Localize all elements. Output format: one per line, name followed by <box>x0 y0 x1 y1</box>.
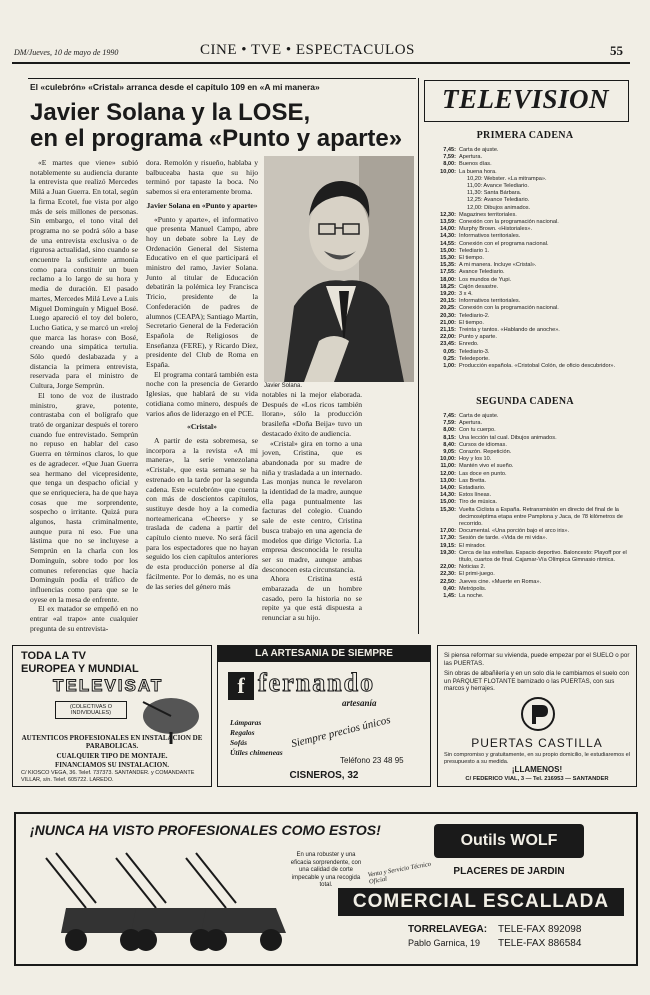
program-title: 3 x 4. <box>459 291 473 298</box>
program-time: 22,30: <box>440 571 456 578</box>
article-paragraph: El ex matador se empeñó en no entrar «al trapo» ante cualquier pregunta de su entrevista- <box>30 604 138 633</box>
article-paragraph: dora. Remolón y risueño, hablaba y balbuceaba hasta que su hijo terminó por tapaste la boca. No sabemos si era enteramente broma. <box>146 158 258 197</box>
program-title: 12,25: Avance Telediario. <box>467 197 530 204</box>
program-title: Documental. «Una porción bajo el arco iris». <box>459 528 570 535</box>
ad-puertas-call: ¡LLAMENOS! <box>511 765 563 774</box>
program-row <box>422 241 634 248</box>
ad-puertas-address: C/ FEDERICO VIAL, 3 — Tel. 216953 — SANTANDER <box>465 776 609 782</box>
program-time: 12,30: <box>440 211 456 218</box>
ad-comercial-escallada <box>14 812 638 966</box>
program-time: 14,30: <box>440 492 456 499</box>
program-time: 7,45: <box>443 413 456 419</box>
program-title: La buena hora. <box>459 168 497 175</box>
program-time: 1,00: <box>443 363 456 370</box>
program-title: Estadiario. <box>459 485 486 492</box>
program-row <box>422 161 634 168</box>
ad-artesania <box>217 645 431 787</box>
program-time: 8,00: <box>443 427 456 434</box>
program-time: 14,30: <box>440 233 456 240</box>
tv-title: TELEVISION <box>441 84 610 114</box>
program-row <box>422 154 634 161</box>
program-title: Vuelta Ciclista a España. Retransmisión en directo del final de la decimoséptima etapa entre Pamplona y Jaca, de 78 kilómetros de recorrido. <box>459 506 623 528</box>
puertas-logo-icon <box>520 696 556 732</box>
javier-solana-photo <box>264 156 414 382</box>
program-row <box>422 255 634 262</box>
program-row <box>422 183 634 190</box>
ad-escallada-address: Pablo Garnica, 19 <box>408 938 481 948</box>
ad-artesania-phone: Teléfono 23 48 95 <box>340 756 404 765</box>
ad-artesania-brand: fernando <box>258 668 376 697</box>
program-row <box>422 471 634 478</box>
article-subheading: «Cristal» <box>187 422 217 432</box>
program-time: 14,00: <box>440 485 456 492</box>
ad-item: Lámparas <box>230 718 262 727</box>
ad-televisat-line1: TODA LA TV <box>21 650 86 662</box>
program-title: Jueves cine. «Muerte en Roma». <box>459 578 542 585</box>
program-title: Sesión de tarde. «Vida de mi vida». <box>459 535 548 542</box>
program-row <box>422 543 634 550</box>
article-paragraph: «E martes que viene» subió notablemente su audiencia durante la entrevista que realizó Mercedes Milá a Juan Guerra. En total, según la firma Ecotel, fue vista por algo más de seis millones de personas. Sin embargo, el tono vital del programa no se podrá sólo a base de una entrevista exclusiva o de rigurosa actualidad, sino cuando se encuentre la suficiente armonía como para constituir un buen reclamo a lo largo de su hora y media de duración. El pasado martes, Mercedes Milá Leve a Luis Miguel Dominguín y Miguel Bosé. Luego apareció el toy del bolero, Lucho Gatica, y se marcó un «reloj que marca las horas» con Bosé, creando una simpática tertulia. Sólo quedó deslabazada y a distancia la primera entrevista, reservada para el ministro de Cultura, Jorge Semprún. <box>30 158 138 391</box>
article-paragraph: A partir de esta sobremesa, se incorpora a la revista «A mi manera», la serie venezolana «Cristal», que esta semana se ha estrenado en la tarde por la segunda cadena. Este «culebrón» que cuenta con más de doscientos capítulos, sustituye desde hoy a la comedia norteamericana «Cheers» y se traslada de cadena a partir del capítulo ciento nueve. No será fácil para los espectadores que no hayan seguido los cien capítulos anteriores de esta producción ponerse al día fácilmente. Por lo demás, no es una de las series del género más <box>146 435 258 591</box>
program-row <box>422 327 634 334</box>
program-time <box>422 183 459 190</box>
program-row <box>422 169 634 176</box>
program-title: Cursos de idiomas. <box>459 441 507 448</box>
ad-artesania-banner: LA ARTESANIA DE SIEMPRE <box>218 646 430 662</box>
article-paragraph: «Cristal» gira en torno a una joven, Cristina, que es abandonada por su madre de niña y trasladada a un internado. Las monjas nunca le revelaron la identidad de la madre, aunque ella paga puntualmente las facturas del colegio. Cuando sale de este centro, Cristina busca trabajo en una agencia de modelos que dirige Victoria. La empresa desconocida le resulta ser su madre, aunque ambas desconocen esta circunstancia. <box>262 438 362 574</box>
ad-artesania-town: CISNEROS, 32 <box>289 770 359 781</box>
segunda-cadena-title: SEGUNDA CADENA <box>476 396 574 407</box>
program-row <box>422 284 634 291</box>
program-row <box>422 485 634 492</box>
program-row <box>422 313 634 320</box>
ad-puertas-castilla <box>437 645 637 787</box>
ad-escallada-headline: ¡NUNCA HA VISTO PROFESIONALES COMO ESTOS! <box>30 822 381 838</box>
program-time: 8,00: <box>443 161 456 168</box>
program-row <box>422 262 634 269</box>
program-time: 7,59: <box>443 420 456 427</box>
program-time: 8,40: <box>443 441 456 448</box>
program-time: 17,55: <box>440 269 456 276</box>
program-time: 15,30: <box>440 255 456 262</box>
program-title: Los mundos de Yupi. <box>459 276 512 283</box>
program-time: 10,00: <box>440 168 456 175</box>
program-row <box>422 269 634 276</box>
ad-escallada-text: En una robuster y una eficacia sorprendente, con una calidad de corte impecable y una recogida total. <box>290 852 362 888</box>
program-row <box>422 435 634 442</box>
article-headline <box>30 100 415 152</box>
page-number: 55 <box>610 43 623 58</box>
article-column-1 <box>30 158 138 633</box>
header-rule <box>12 62 630 64</box>
program-title: Magazines territoriales. <box>459 211 517 218</box>
program-title: Mantén vivo el sueño. <box>459 463 514 470</box>
program-time: 15,35: <box>440 262 456 269</box>
program-title: Enredo. <box>459 341 479 348</box>
program-row <box>422 147 634 154</box>
program-time: 7,59: <box>443 154 456 161</box>
program-title: Apertura. <box>459 420 483 427</box>
ad-puertas-text2: Sin obras de albañilería y en un solo día le cambiamos el suelo con un PARQUET FLOTANTE barnizado o las PUERTAS, con sus marcos y herrajes. <box>444 670 630 692</box>
program-row <box>422 305 634 312</box>
section-title: CINE • TVE • ESPECTACULOS <box>200 42 415 58</box>
program-row <box>422 233 634 240</box>
program-time: 22,00: <box>440 334 456 341</box>
program-time: 20,15: <box>440 298 456 305</box>
program-time: 0,40: <box>443 585 456 592</box>
ad-escallada-note: Venta y Servicio Técnico Oficial <box>367 860 432 886</box>
article-paragraph: El tono de voz de ilustrado ministro, grave, potente, contrastaba con el bolígrafo que trató de organizar después el torero cuando fue entrevistado. Semprún no repuso en hablar del caso Guerra en términos claros, lo que es de agradecer. «Que Juan Guerra sea hermano del vicepresidente, que tenga un despacho oficial y que se enriqueciera, ha de que haya cosas que me sorprendente, sospecho o irritante. Quizá pura algunos, hasta criminalmente, aunque pura ni eso. Fue una lástima que no se incluyese a Semprún en la charla con los Dominguín, sobre todo por los comunes referencias que hacía Dominguín podía el tráfico de influencias como para que se le oyese en la mesa de enfrente. <box>30 390 138 604</box>
program-row <box>422 205 634 212</box>
program-row <box>422 463 634 470</box>
program-row <box>422 413 634 420</box>
program-time <box>422 176 459 183</box>
program-row <box>422 478 634 485</box>
program-row <box>422 320 634 327</box>
program-time: 14,55: <box>440 240 456 247</box>
program-title: Avance Telediario. <box>459 269 505 276</box>
program-row <box>422 334 634 341</box>
ad-televisat-t3: FINANCIAMOS SU INSTALACION. <box>54 761 170 769</box>
program-time: 21,00: <box>440 319 456 326</box>
program-title: Buenos días. <box>459 161 492 168</box>
ad-artesania-slogan: Siempre precios únicos <box>290 713 392 751</box>
program-time <box>422 205 459 212</box>
program-title: Telediario-2. <box>459 312 490 319</box>
ad-item: Sofás <box>230 738 248 747</box>
program-title: Informativos territoriales. <box>459 233 521 240</box>
ad-puertas-text1: Si piensa reformar su vivienda, puede empezar por el SUELO o por las PUERTAS. <box>444 652 630 667</box>
program-title: Telediario-3. <box>459 348 490 355</box>
program-row <box>422 176 634 183</box>
headline-line-1: Javier Solana y la LOSE, <box>30 99 311 126</box>
program-title: El tiempo. <box>459 319 484 326</box>
program-time: 17,30: <box>440 535 456 542</box>
program-title: El mirador. <box>459 542 486 549</box>
program-row <box>422 579 634 586</box>
program-row <box>422 341 634 348</box>
program-row <box>422 277 634 284</box>
program-row <box>422 442 634 449</box>
ad-artesania-sub: artesanía <box>342 698 377 708</box>
headline-line-2: en el programa «Punto y aparte» <box>30 125 403 152</box>
photo-caption: Javier Solana. <box>264 383 303 389</box>
article-paragraph: Ahora Cristina está embarazada de un hombre casado, pero la historia no se repite ya que está dispuesta a renunciar a su hijo. <box>262 574 362 623</box>
program-title: Conexión con el programa nacional. <box>459 240 549 247</box>
program-title: Telediario 1. <box>459 247 490 254</box>
ad-item: Útiles chimeneas <box>230 748 283 757</box>
program-title: Conexión con la programación nacional. <box>459 219 559 226</box>
program-title: Estos líneas. <box>459 492 492 499</box>
program-row <box>422 550 634 564</box>
program-time: 15,30: <box>440 506 456 513</box>
program-time: 9,05: <box>443 449 456 456</box>
program-time: 15,00: <box>440 247 456 254</box>
ad-televisat-t2: CUALQUIER TIPO DE MONTAJE. <box>56 752 168 760</box>
ad-escallada-brand: Outils WOLF <box>460 832 558 849</box>
ad-televisat-brand: TELEVISAT <box>53 676 164 695</box>
segunda-cadena-list <box>422 413 634 600</box>
program-time <box>422 197 459 204</box>
article-column-2 <box>146 158 258 591</box>
ad-escallada-name: COMERCIAL ESCALLADA <box>338 888 624 916</box>
program-row <box>422 219 634 226</box>
program-title: Cerca de las estrellas. Espacio deportivo. Baloncesto: Playoff por el título, cuartos de final. Cajamar-Vía Olímpica Gimnasio ritmica. <box>459 549 627 564</box>
program-title: Murphy Brown. «Historiales». <box>459 226 533 233</box>
program-row <box>422 197 634 204</box>
article-paragraph: El programa contará también esta noche con la presencia de Gerardo Iglesias, que hablará de su vida cotidiana como minero, después de varios años de liderazgo en el PCE. <box>146 369 258 418</box>
program-time: 0,25: <box>443 355 456 362</box>
program-title: Treinta y tantos. «Hablando de anoche». <box>459 327 560 334</box>
program-title: Carta de ajuste. <box>459 147 499 153</box>
ad-televisat-line2: EUROPEA Y MUNDIAL <box>21 663 139 675</box>
ad-televisat-box: (COLECTIVAS O INDIVIDUALES) <box>55 701 127 719</box>
program-title: El tiempo. <box>459 255 484 262</box>
page-date: DM/Jueves, 10 de mayo de 1990 <box>14 48 119 57</box>
program-title: Producción española. «Cristobal Colón, de oficio descubridor». <box>459 363 616 370</box>
program-title: Informativos territoriales. <box>459 298 521 305</box>
program-time: 19,30: <box>440 549 456 556</box>
program-title: 10,20: Webster. «La mitrampa». <box>467 175 547 182</box>
program-time: 22,00: <box>440 564 456 571</box>
program-title: Teledeporte. <box>459 355 490 362</box>
ad-televisat-address: C/ KIOSCO VEGA, 36. Telef. 737373. SANTANDER. y COMANDANTE VILLAR, s/n. Telef. 605722. LAREDO. <box>21 770 195 783</box>
ad-escallada-tel1: TELE-FAX 892098 <box>498 924 582 935</box>
program-row <box>422 492 634 499</box>
program-time: 7,45: <box>443 147 456 153</box>
program-title: La noche. <box>459 593 484 600</box>
program-row <box>422 456 634 463</box>
program-title: Las Bretta. <box>459 477 487 484</box>
portrait-illustration <box>264 156 414 382</box>
program-time: 17,00: <box>440 528 456 535</box>
program-title: Conexión con la programación nacional. <box>459 305 559 312</box>
program-title: Carta de ajuste. <box>459 413 499 419</box>
primera-cadena-title: PRIMERA CADENA <box>476 130 574 141</box>
program-title: Tiro de música. <box>459 499 498 506</box>
program-time: 23,45: <box>440 341 456 348</box>
program-title: Con tu cuerpo. <box>459 427 496 434</box>
program-title: Noticias 2. <box>459 564 486 571</box>
program-time: 20,25: <box>440 305 456 312</box>
ad-televisat <box>12 645 212 787</box>
program-time: 10,00: <box>440 456 456 463</box>
program-row <box>422 528 634 535</box>
ad-escallada-tel2: TELE-FAX 886584 <box>498 938 582 949</box>
program-title: Punto y aparte. <box>459 334 497 341</box>
program-time: 21,15: <box>440 327 456 334</box>
primera-cadena-list <box>422 147 634 370</box>
program-time: 14,00: <box>440 226 456 233</box>
article-kicker: El «culebrón» «Cristal» arranca desde el capítulo 109 en «A mi manera» <box>30 82 320 92</box>
program-row <box>422 564 634 571</box>
program-row <box>422 571 634 578</box>
program-title: 11,30: Santa Bárbara. <box>467 190 522 197</box>
ad-puertas-brand: PUERTAS CASTILLA <box>471 736 603 750</box>
ad-escallada-tag: PLACERES DE JARDIN <box>453 866 565 877</box>
program-row <box>422 499 634 506</box>
program-title: A mi manera. Incluye «Cristal». <box>459 262 537 269</box>
article-column-3 <box>262 390 362 623</box>
article-subheading: Javier Solana en «Punto y aparte» <box>146 200 258 210</box>
program-title: Una lección tal cual. Dibujos animados. <box>459 434 557 441</box>
program-time: 1,45: <box>443 593 456 600</box>
program-title: Metrópolis. <box>459 585 487 592</box>
program-row <box>422 226 634 233</box>
ad-artesania-logo: f <box>228 672 254 700</box>
program-title: Cajón desastre. <box>459 283 499 290</box>
program-row <box>422 507 634 529</box>
article-top-rule <box>28 78 416 79</box>
program-time: 0,05: <box>443 348 456 355</box>
program-row <box>422 212 634 219</box>
ad-televisat-t1: AUTENTICOS PROFESIONALES EN INSTALACION DE PARABOLICAS. <box>21 734 203 750</box>
program-row <box>422 420 634 427</box>
program-row <box>422 593 634 600</box>
program-time: 18,25: <box>440 283 456 290</box>
article-paragraph: notables ni la mejor elaborada. Después de «Los ricos también lloran», sólo la producción brasileña «Doña Beija» tuvo un destacado éxito de audiencia. <box>262 390 362 438</box>
program-title: 11,00: Avance Telediario. <box>467 183 529 190</box>
column-divider <box>418 78 419 634</box>
program-time: 18,00: <box>440 276 456 283</box>
program-time: 19,20: <box>440 291 456 298</box>
program-time: 8,15: <box>443 434 456 441</box>
program-row <box>422 190 634 197</box>
program-row <box>422 449 634 456</box>
ad-item: Regalos <box>230 728 255 737</box>
program-title: 12,00: Dibujos animados. <box>467 204 531 211</box>
ad-artesania-items <box>230 718 283 758</box>
program-row <box>422 291 634 298</box>
program-row <box>422 298 634 305</box>
program-time: 13,00: <box>440 477 456 484</box>
ad-escallada-city: TORRELAVEGA: <box>408 924 488 935</box>
program-row <box>422 586 634 593</box>
program-row <box>422 356 634 363</box>
article-paragraph: «Punto y aparte», el informativo que presenta Manuel Campo, abre hoy un debate sobre la Ley de Ordenación General del Sistema Educativo en el que participará el ministro del ramo, Javier Solana. Junto al titular de Educación debatirán la polémica ley Francisca Tricio, presidente de la Confederación de padres de alumnos (CEAPA); Santiago Martín, Secretario General de la Federación Española de Religiosos de Enseñanza (FERE), y Ricardo Díez, presidente del Club de Roma en España. <box>146 214 258 370</box>
lawnmowers-illustration <box>26 848 296 956</box>
program-time: 22,50: <box>440 578 456 585</box>
program-time: 12,00: <box>440 470 456 477</box>
program-title: Las doce en punto. <box>459 470 507 477</box>
program-time: 20,30: <box>440 312 456 319</box>
program-row <box>422 363 634 370</box>
program-time: 11,00: <box>440 463 456 470</box>
program-time: 19,15: <box>440 542 456 549</box>
ad-puertas-text3: Sin compromiso y gratuitamente, en su propio domicilio, le estudiaremos el presupuesto a su medida. <box>444 752 630 765</box>
program-title: Corazón. Repetición. <box>459 449 512 456</box>
program-row <box>422 427 634 434</box>
wolf-logo <box>434 824 584 858</box>
program-title: Apertura. <box>459 154 483 161</box>
program-title: Hoy y los 10. <box>459 456 492 463</box>
program-time: 13,59: <box>440 219 456 226</box>
program-row <box>422 349 634 356</box>
program-time: 15,00: <box>440 499 456 506</box>
program-time <box>422 190 459 197</box>
program-row <box>422 535 634 542</box>
program-row <box>422 248 634 255</box>
program-title: El primi-juego. <box>459 571 495 578</box>
